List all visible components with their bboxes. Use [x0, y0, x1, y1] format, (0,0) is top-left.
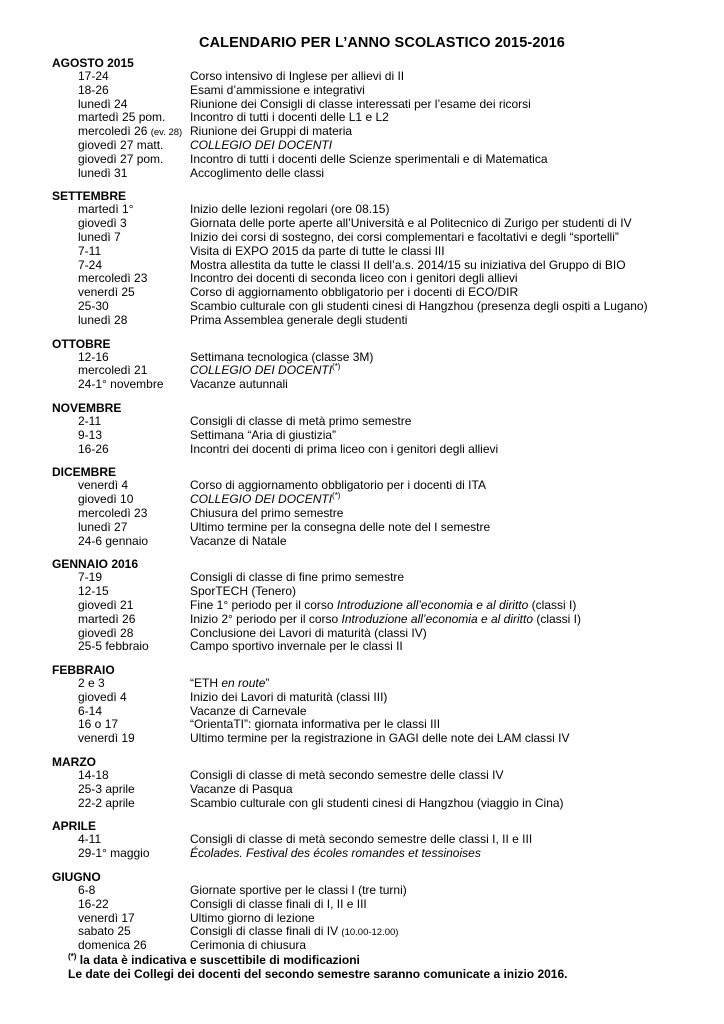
month-section [52, 819, 692, 861]
event-description [190, 939, 692, 953]
footnote-reference: (*) [332, 362, 341, 372]
month-heading: MARZO [52, 755, 96, 770]
event-date-text: lunedì 27 [78, 519, 128, 534]
event-description-text: Consigli di classe di metà secondo semestre delle classi IV [190, 768, 504, 783]
event-date-text: venerdì 17 [78, 910, 135, 925]
event-date-text: martedì 25 pom. [78, 110, 166, 125]
event-date [52, 677, 190, 691]
event-date [52, 203, 190, 217]
event-description-text: Settimana tecnologica (classe 3M) [190, 349, 374, 364]
event-row [52, 479, 692, 493]
event-description [190, 507, 692, 521]
event-description [190, 125, 692, 139]
event-date [52, 153, 190, 167]
event-row [52, 259, 692, 273]
event-date [52, 378, 190, 392]
event-date-text: mercoledì 23 [78, 271, 148, 286]
event-description-text: Campo sportivo invernale per le classi II [190, 639, 403, 654]
event-description-text: Giornata delle porte aperte all’Università e al Politecnico di Zurigo per studenti di IV [190, 216, 632, 231]
event-date [52, 705, 190, 719]
event-description-text: “OrientaTI”: giornata informativa per le classi III [190, 717, 441, 732]
event-date [52, 429, 190, 443]
event-date [52, 231, 190, 245]
event-date [52, 84, 190, 98]
event-description [190, 378, 692, 392]
event-row [52, 613, 692, 627]
event-date-text: giovedì 27 matt. [78, 137, 164, 152]
month-heading: GIUGNO [52, 870, 101, 885]
event-row [52, 769, 692, 783]
event-description-italic: Introduzione all’economia e al diritto [341, 611, 533, 626]
event-date-text: 25-30 [78, 298, 109, 313]
event-description-text: “ETH [190, 676, 222, 691]
event-description [190, 613, 692, 627]
event-description-text: (classi I) [528, 597, 577, 612]
event-description-text: Écolades. Festival des écoles romandes et tessinoises [190, 846, 481, 861]
page-title: CALENDARIO PER L’ANNO SCOLASTICO 2015-2016 [199, 35, 565, 51]
event-description-text: Ultimo termine per la registrazione in GAGI delle note dei LAM classi IV [190, 731, 570, 746]
event-description [190, 98, 692, 112]
event-description [190, 286, 692, 300]
event-description-text: Incontro di tutti i docenti delle L1 e L2 [190, 110, 389, 125]
event-description [190, 599, 692, 613]
event-description-text: Consigli di classe finali di I, II e III [190, 896, 367, 911]
event-description-text: Consigli di classe di metà primo semestre [190, 413, 412, 428]
event-date [52, 245, 190, 259]
event-date-text: 7-11 [78, 243, 102, 258]
event-description [190, 167, 692, 181]
event-date-text: 24-6 gennaio [78, 533, 149, 548]
event-date [52, 732, 190, 746]
event-description-text: Riunione dei Gruppi di materia [190, 124, 353, 139]
event-row [52, 732, 692, 746]
event-description [190, 139, 692, 153]
event-row [52, 507, 692, 521]
footnote-line-1 [68, 953, 567, 967]
event-row [52, 585, 692, 599]
event-description-text: Mostra allestita da tutte le classi II dell’a.s. 2014/15 su iniziativa del Gruppo di BIO [190, 257, 626, 272]
event-description [190, 521, 692, 535]
event-description-text: Incontro di tutti i docenti delle Scienze sperimentali e di Matematica [190, 151, 548, 166]
event-date-note: (ev. 28) [150, 127, 183, 139]
event-date [52, 613, 190, 627]
event-date [52, 493, 190, 507]
event-row [52, 286, 692, 300]
event-date [52, 797, 190, 811]
event-description-text: Incontro dei docenti di seconda liceo con i genitori degli allievi [190, 271, 518, 286]
month-section [52, 557, 692, 654]
event-row [52, 599, 692, 613]
event-description-text: Conclusione dei Lavori di maturità (classi IV) [190, 625, 427, 640]
event-description [190, 314, 692, 328]
event-row [52, 443, 692, 457]
event-description-text: Inizio delle lezioni regolari (ore 08.15) [190, 202, 390, 217]
event-row [52, 939, 692, 953]
event-row [52, 912, 692, 926]
event-row [52, 521, 692, 535]
event-description-text: Incontri dei docenti di prima liceo con i genitori degli allievi [190, 441, 499, 456]
event-row [52, 429, 692, 443]
event-date-text: giovedì 21 [78, 597, 134, 612]
event-description-text: Vacanze autunnali [190, 377, 288, 392]
event-description [190, 259, 692, 273]
event-description [190, 847, 692, 861]
event-description-text: Corso di aggiornamento obbligatorio per i docenti di ECO/DIR [190, 285, 519, 300]
event-row [52, 925, 692, 939]
event-row [52, 139, 692, 153]
event-description-text: Scambio culturale con gli studenti cinesi di Hangzhou (viaggio in Cina) [190, 795, 564, 810]
event-date-text: mercoledì 26 [78, 124, 148, 139]
event-row [52, 70, 692, 84]
event-row [52, 217, 692, 231]
event-description [190, 705, 692, 719]
event-description-italic: Introduzione all’economia e al diritto [336, 597, 529, 612]
event-description-text: Accoglimento delle classi [190, 165, 325, 180]
event-description [190, 300, 692, 314]
event-row [52, 231, 692, 245]
event-description [190, 677, 692, 691]
event-description [190, 769, 692, 783]
event-description-text: Cerimonia di chiusura [190, 938, 307, 953]
event-description [190, 429, 692, 443]
event-date [52, 627, 190, 641]
event-description [190, 535, 692, 549]
event-row [52, 272, 692, 286]
event-description [190, 415, 692, 429]
event-date [52, 125, 190, 139]
event-date [52, 364, 190, 378]
event-row [52, 783, 692, 797]
event-description-text: Chiusura del primo semestre [190, 505, 344, 520]
event-date [52, 314, 190, 328]
event-date [52, 167, 190, 181]
event-description [190, 70, 692, 84]
event-row [52, 167, 692, 181]
event-description-text: Inizio dei corsi di sostegno, dei corsi complementari e facoltativi e degli “sportelli” [190, 229, 619, 244]
event-date-text: giovedì 28 [78, 625, 134, 640]
event-date-text: lunedì 24 [78, 96, 128, 111]
month-section [52, 663, 692, 746]
footnote [68, 953, 567, 981]
event-description [190, 691, 692, 705]
event-date [52, 111, 190, 125]
month-section [52, 755, 692, 810]
month-heading: GENNAIO 2016 [52, 557, 139, 572]
event-date-text: 7-24 [78, 257, 103, 272]
event-description [190, 925, 692, 939]
event-row [52, 364, 692, 378]
event-description [190, 272, 692, 286]
event-date [52, 507, 190, 521]
calendar-content [52, 56, 692, 962]
event-description-text: COLLEGIO DEI DOCENTI [190, 363, 333, 378]
event-description-text: Corso di aggiornamento obbligatorio per i docenti di ITA [190, 478, 486, 493]
event-row [52, 84, 692, 98]
event-row [52, 627, 692, 641]
event-date-text: giovedì 3 [78, 216, 127, 231]
event-date-text: 22-2 aprile [78, 795, 135, 810]
event-description [190, 245, 692, 259]
event-date-text: 24-1° novembre [78, 377, 164, 392]
event-date-text: 16-26 [78, 441, 109, 456]
event-date-text: lunedì 7 [78, 229, 121, 244]
event-description-text: Settimana “Aria di giustizia” [190, 427, 337, 442]
month-heading: SETTEMBRE [52, 189, 127, 204]
event-date [52, 585, 190, 599]
event-row [52, 351, 692, 365]
month-section [52, 465, 692, 548]
event-row [52, 847, 692, 861]
event-description-text: Riunione dei Consigli di classe interessati per l’esame dei ricorsi [190, 96, 531, 111]
event-row [52, 153, 692, 167]
event-description-text: COLLEGIO DEI DOCENTI [190, 137, 333, 152]
month-section [52, 189, 692, 327]
month-section [52, 401, 692, 456]
event-date-text: lunedì 28 [78, 312, 128, 327]
event-description [190, 797, 692, 811]
event-date [52, 925, 190, 939]
event-date-text: 6-14 [78, 703, 103, 718]
event-date [52, 691, 190, 705]
event-date-text: mercoledì 21 [78, 363, 148, 378]
event-date [52, 98, 190, 112]
event-date-text: sabato 25 [78, 924, 131, 939]
month-heading: DICEMBRE [52, 465, 117, 480]
event-date-text: 25-5 febbraio [78, 639, 149, 654]
footnote-line-2: Le date dei Collegi dei docenti del secondo semestre saranno comunicate a inizio 2016. [68, 967, 568, 981]
event-date-text: 16 o 17 [78, 717, 119, 732]
event-description [190, 627, 692, 641]
event-row [52, 677, 692, 691]
event-date-text: giovedì 10 [78, 492, 134, 507]
event-description-text: Inizio dei Lavori di maturità (classi III) [190, 689, 388, 704]
event-row [52, 797, 692, 811]
event-description-text: Visita di EXPO 2015 da parte di tutte le classi III [190, 243, 445, 258]
event-date-text: giovedì 27 pom. [78, 151, 164, 166]
event-date [52, 521, 190, 535]
event-date [52, 912, 190, 926]
event-date [52, 783, 190, 797]
event-date [52, 571, 190, 585]
event-description-text: Giornate sportive per le classi I (tre turni) [190, 883, 407, 898]
month-section [52, 870, 692, 953]
event-date [52, 898, 190, 912]
event-row [52, 300, 692, 314]
event-date-text: 6-8 [78, 883, 96, 898]
event-row [52, 718, 692, 732]
event-date-text: 17-24 [78, 69, 109, 83]
event-row [52, 125, 692, 139]
event-row [52, 378, 692, 392]
event-description [190, 585, 692, 599]
footnote-text: la data è indicativa e suscettibile di modificazioni [79, 953, 360, 967]
event-date-text: 12-16 [78, 349, 109, 364]
event-description-text: Esami d’ammissione e integrativi [190, 82, 365, 97]
event-description-text: Vacanze di Carnevale [190, 703, 307, 718]
event-description [190, 732, 692, 746]
event-date [52, 259, 190, 273]
event-date-text: 12-15 [78, 584, 109, 599]
month-heading: OTTOBRE [52, 336, 111, 351]
event-row [52, 493, 692, 507]
event-time-note: (10.00-12.00) [341, 927, 399, 939]
event-description [190, 111, 692, 125]
event-description-text: Ultimo giorno di lezione [190, 910, 315, 925]
footnote-mark: (*) [68, 952, 77, 961]
event-description-text: Scambio culturale con gli studenti cinesi di Hangzhou (presenza degli ospiti a Lugano) [190, 298, 648, 313]
event-description [190, 84, 692, 98]
event-description [190, 203, 692, 217]
event-date-text: 14-18 [78, 768, 109, 783]
event-date-text: martedì 1° [78, 202, 134, 217]
event-date-text: 29-1° maggio [78, 846, 150, 861]
event-date-text: giovedì 4 [78, 689, 127, 704]
event-description-text: Vacanze di Pasqua [190, 781, 293, 796]
event-description-text: Prima Assemblea generale degli studenti [190, 312, 408, 327]
event-date-text: 2-11 [78, 413, 102, 428]
event-description-italic: en route [221, 676, 266, 691]
event-description [190, 217, 692, 231]
event-date [52, 479, 190, 493]
event-description [190, 898, 692, 912]
footnote-reference: (*) [332, 491, 341, 501]
event-description-text: SporTECH (Tenero) [190, 584, 297, 599]
event-date-text: 2 e 3 [78, 676, 105, 691]
event-date [52, 70, 190, 84]
event-row [52, 415, 692, 429]
event-description [190, 640, 692, 654]
event-description [190, 783, 692, 797]
month-section [52, 337, 692, 392]
event-date [52, 300, 190, 314]
event-description-text: ” [265, 676, 270, 691]
event-date-text: 18-26 [78, 82, 109, 97]
event-date-text: mercoledì 23 [78, 505, 148, 520]
event-date [52, 535, 190, 549]
event-row [52, 111, 692, 125]
event-description-text: COLLEGIO DEI DOCENTI [190, 492, 333, 507]
event-date [52, 769, 190, 783]
event-description [190, 912, 692, 926]
event-row [52, 571, 692, 585]
event-date-text: 9-13 [78, 427, 103, 442]
event-date [52, 884, 190, 898]
event-date [52, 443, 190, 457]
month-section [52, 56, 692, 180]
event-date [52, 847, 190, 861]
event-description-text: Fine 1° periodo per il corso [190, 597, 337, 612]
event-date-text: venerdì 25 [78, 285, 135, 300]
event-description [190, 884, 692, 898]
event-date [52, 833, 190, 847]
event-description-text: Consigli di classe di metà secondo semestre delle classi I, II e III [190, 832, 533, 847]
event-description-text: Consigli di classe finali di IV [190, 924, 339, 939]
event-row [52, 98, 692, 112]
event-row [52, 203, 692, 217]
event-date [52, 272, 190, 286]
event-date-text: 4-11 [78, 832, 102, 847]
month-heading: AGOSTO 2015 [52, 56, 134, 70]
event-row [52, 535, 692, 549]
event-description [190, 443, 692, 457]
event-row [52, 314, 692, 328]
event-description [190, 493, 692, 507]
event-row [52, 884, 692, 898]
event-description-text: Inizio 2° periodo per il corso [190, 611, 342, 626]
event-date-text: 7-19 [78, 570, 103, 585]
event-row [52, 705, 692, 719]
event-date [52, 640, 190, 654]
event-date-text: 25-3 aprile [78, 781, 135, 796]
event-row [52, 245, 692, 259]
month-heading: NOVEMBRE [52, 400, 122, 415]
month-heading: FEBBRAIO [52, 663, 115, 678]
event-date-text: venerdì 4 [78, 478, 129, 493]
event-description [190, 153, 692, 167]
event-date [52, 939, 190, 953]
event-description-text: Corso intensivo di Inglese per allievi di II [190, 69, 405, 83]
event-date [52, 351, 190, 365]
event-date-text: 16-22 [78, 896, 109, 911]
event-row [52, 898, 692, 912]
event-date [52, 599, 190, 613]
event-row [52, 640, 692, 654]
month-heading: APRILE [52, 819, 97, 834]
event-description-text: Ultimo termine per la consegna delle note del I semestre [190, 519, 491, 534]
event-row [52, 691, 692, 705]
event-date [52, 139, 190, 153]
event-description-text: (classi I) [533, 611, 581, 626]
event-date [52, 718, 190, 732]
event-description-text: Consigli di classe di fine primo semestre [190, 570, 405, 585]
event-description-text: Vacanze di Natale [190, 533, 287, 548]
event-description [190, 571, 692, 585]
event-date [52, 286, 190, 300]
event-date [52, 217, 190, 231]
event-date-text: martedì 26 [78, 611, 136, 626]
event-date-text: venerdì 19 [78, 731, 135, 746]
event-description [190, 718, 692, 732]
event-date-text: lunedì 31 [78, 165, 128, 180]
event-description [190, 231, 692, 245]
event-date-text: domenica 26 [78, 938, 147, 953]
event-date [52, 415, 190, 429]
event-description [190, 364, 692, 378]
